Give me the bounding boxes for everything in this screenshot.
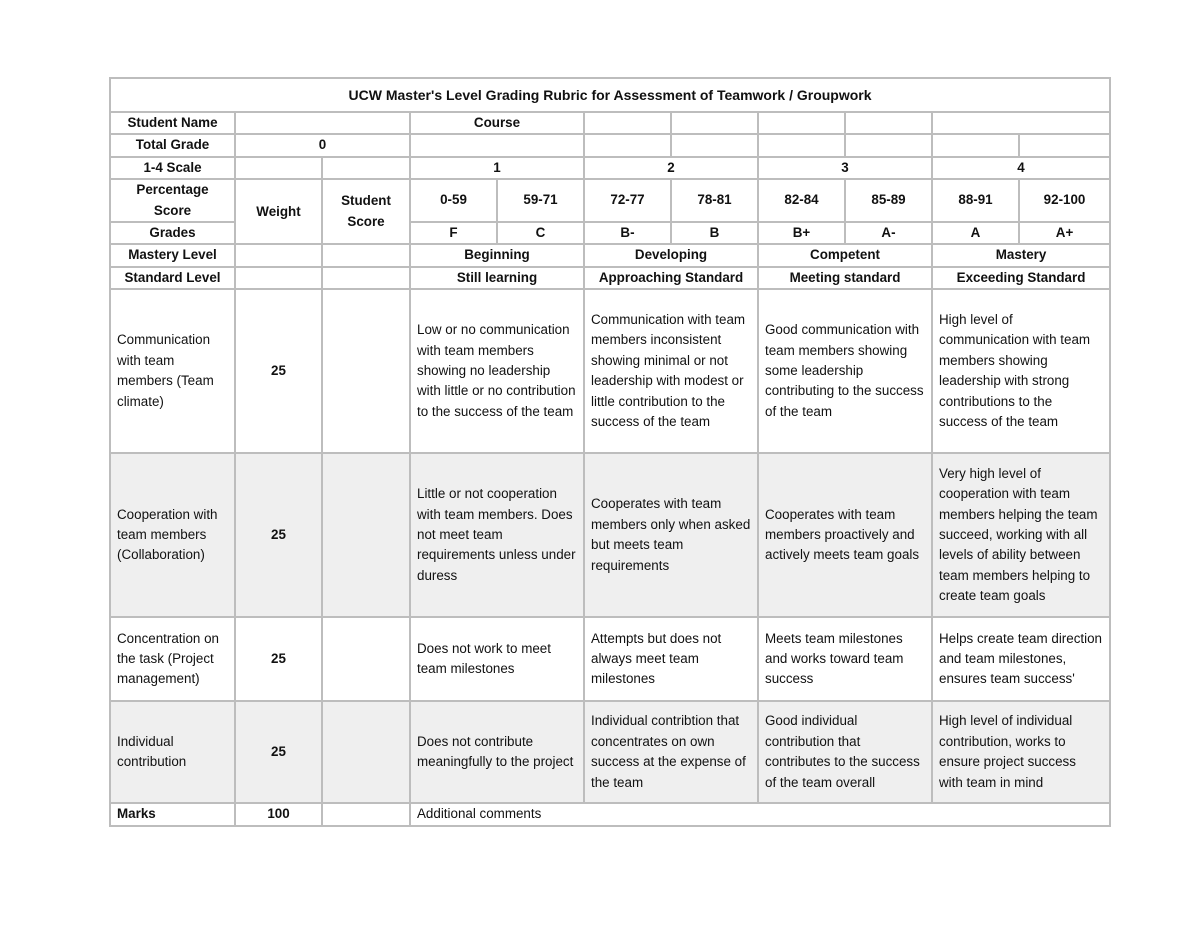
course-field[interactable] — [671, 112, 758, 134]
criterion-name: Concentration on the task (Project management) — [110, 617, 235, 701]
course-field[interactable] — [845, 112, 932, 134]
grade-letter: B+ — [758, 222, 845, 244]
empty-cell — [235, 244, 322, 266]
course-field[interactable] — [584, 112, 671, 134]
mastery-level: Developing — [584, 244, 758, 266]
criterion-weight: 25 — [235, 289, 322, 453]
standard-level: Still learning — [410, 267, 584, 289]
descriptor-competent: Cooperates with team members proactively and actively meets team goals — [758, 453, 932, 617]
criterion-row — [110, 701, 1110, 803]
total-grade-label: Total Grade — [110, 134, 235, 156]
course-label: Course — [410, 112, 584, 134]
criterion-row — [110, 289, 1110, 453]
percentage-range: 82-84 — [758, 179, 845, 222]
descriptor-mastery: Helps create team direction and team milestones, ensures team success' — [932, 617, 1110, 701]
grade-letter: A- — [845, 222, 932, 244]
scale-value: 4 — [932, 157, 1110, 179]
standard-level: Exceeding Standard — [932, 267, 1110, 289]
descriptor-developing: Individual contribtion that concentrates on own success at the expense of the team — [584, 701, 758, 803]
criterion-weight: 25 — [235, 617, 322, 701]
percentage-range: 72-77 — [584, 179, 671, 222]
descriptor-beginning: Low or no communication with team members showing no leadership with little or no contribution to the success of the team — [410, 289, 584, 453]
descriptor-developing: Communication with team members inconsistent showing minimal or not leadership with modest or little contribution to the success of the team — [584, 289, 758, 453]
criterion-weight: 25 — [235, 453, 322, 617]
student-score-cell[interactable] — [322, 289, 410, 453]
grades-label: Grades — [110, 222, 235, 244]
empty-cell — [758, 134, 845, 156]
criterion-name: Communication with team members (Team climate) — [110, 289, 235, 453]
marks-total: 100 — [235, 803, 322, 825]
percentage-label: Percentage Score — [110, 179, 235, 222]
criterion-name: Cooperation with team members (Collaboration) — [110, 453, 235, 617]
descriptor-developing: Attempts but does not always meet team milestones — [584, 617, 758, 701]
additional-comments[interactable]: Additional comments — [410, 803, 1110, 825]
descriptor-mastery: High level of individual contribution, works to ensure project success with team in mind — [932, 701, 1110, 803]
descriptor-developing: Cooperates with team members only when asked but meets team requirements — [584, 453, 758, 617]
descriptor-competent: Good communication with team members showing some leadership contributing to the success of the team — [758, 289, 932, 453]
standard-level: Approaching Standard — [584, 267, 758, 289]
student-name-label: Student Name — [110, 112, 235, 134]
grade-letter: A — [932, 222, 1019, 244]
scale-label: 1-4 Scale — [110, 157, 235, 179]
student-score-cell[interactable] — [322, 453, 410, 617]
empty-cell — [322, 244, 410, 266]
descriptor-mastery: High level of communication with team members showing leadership with strong contributions to the success of the team — [932, 289, 1110, 453]
course-field[interactable] — [758, 112, 845, 134]
empty-cell — [410, 134, 584, 156]
grade-letter: B — [671, 222, 758, 244]
criterion-row — [110, 617, 1110, 701]
criterion-weight: 25 — [235, 701, 322, 803]
grade-letter: F — [410, 222, 497, 244]
weight-header: Weight — [235, 179, 322, 244]
total-grade-value: 0 — [235, 134, 410, 156]
empty-cell — [1019, 134, 1110, 156]
student-score-cell[interactable] — [322, 617, 410, 701]
student-score-cell[interactable] — [322, 701, 410, 803]
student-score-header: Student Score — [322, 179, 410, 244]
empty-cell — [845, 134, 932, 156]
percentage-range: 85-89 — [845, 179, 932, 222]
rubric-title: UCW Master's Level Grading Rubric for Assessment of Teamwork / Groupwork — [110, 78, 1110, 112]
scale-value: 1 — [410, 157, 584, 179]
mastery-level: Beginning — [410, 244, 584, 266]
mastery-level: Competent — [758, 244, 932, 266]
empty-cell — [322, 157, 410, 179]
descriptor-beginning: Does not work to meet team milestones — [410, 617, 584, 701]
grading-rubric-table — [109, 77, 1111, 827]
course-field[interactable] — [932, 112, 1110, 134]
descriptor-beginning: Does not contribute meaningfully to the project — [410, 701, 584, 803]
student-name-field[interactable] — [235, 112, 410, 134]
percentage-range: 92-100 — [1019, 179, 1110, 222]
descriptor-mastery: Very high level of cooperation with team members helping the team succeed, working with all levels of ability between team members helping to create team goals — [932, 453, 1110, 617]
standard-level-label: Standard Level — [110, 267, 235, 289]
grade-letter: C — [497, 222, 584, 244]
percentage-range: 78-81 — [671, 179, 758, 222]
marks-label: Marks — [110, 803, 235, 825]
percentage-range: 59-71 — [497, 179, 584, 222]
scale-value: 2 — [584, 157, 758, 179]
mastery-level: Mastery — [932, 244, 1110, 266]
descriptor-competent: Meets team milestones and works toward team success — [758, 617, 932, 701]
marks-score-cell[interactable] — [322, 803, 410, 825]
grade-letter: A+ — [1019, 222, 1110, 244]
empty-cell — [235, 157, 322, 179]
descriptor-competent: Good individual contribution that contributes to the success of the team overall — [758, 701, 932, 803]
scale-value: 3 — [758, 157, 932, 179]
descriptor-beginning: Little or not cooperation with team members. Does not meet team requirements unless under duress — [410, 453, 584, 617]
criterion-row — [110, 453, 1110, 617]
empty-cell — [235, 267, 322, 289]
percentage-range: 0-59 — [410, 179, 497, 222]
criterion-name: Individual contribution — [110, 701, 235, 803]
empty-cell — [584, 134, 671, 156]
empty-cell — [932, 134, 1019, 156]
percentage-range: 88-91 — [932, 179, 1019, 222]
grade-letter: B- — [584, 222, 671, 244]
empty-cell — [671, 134, 758, 156]
mastery-level-label: Mastery Level — [110, 244, 235, 266]
empty-cell — [322, 267, 410, 289]
standard-level: Meeting standard — [758, 267, 932, 289]
